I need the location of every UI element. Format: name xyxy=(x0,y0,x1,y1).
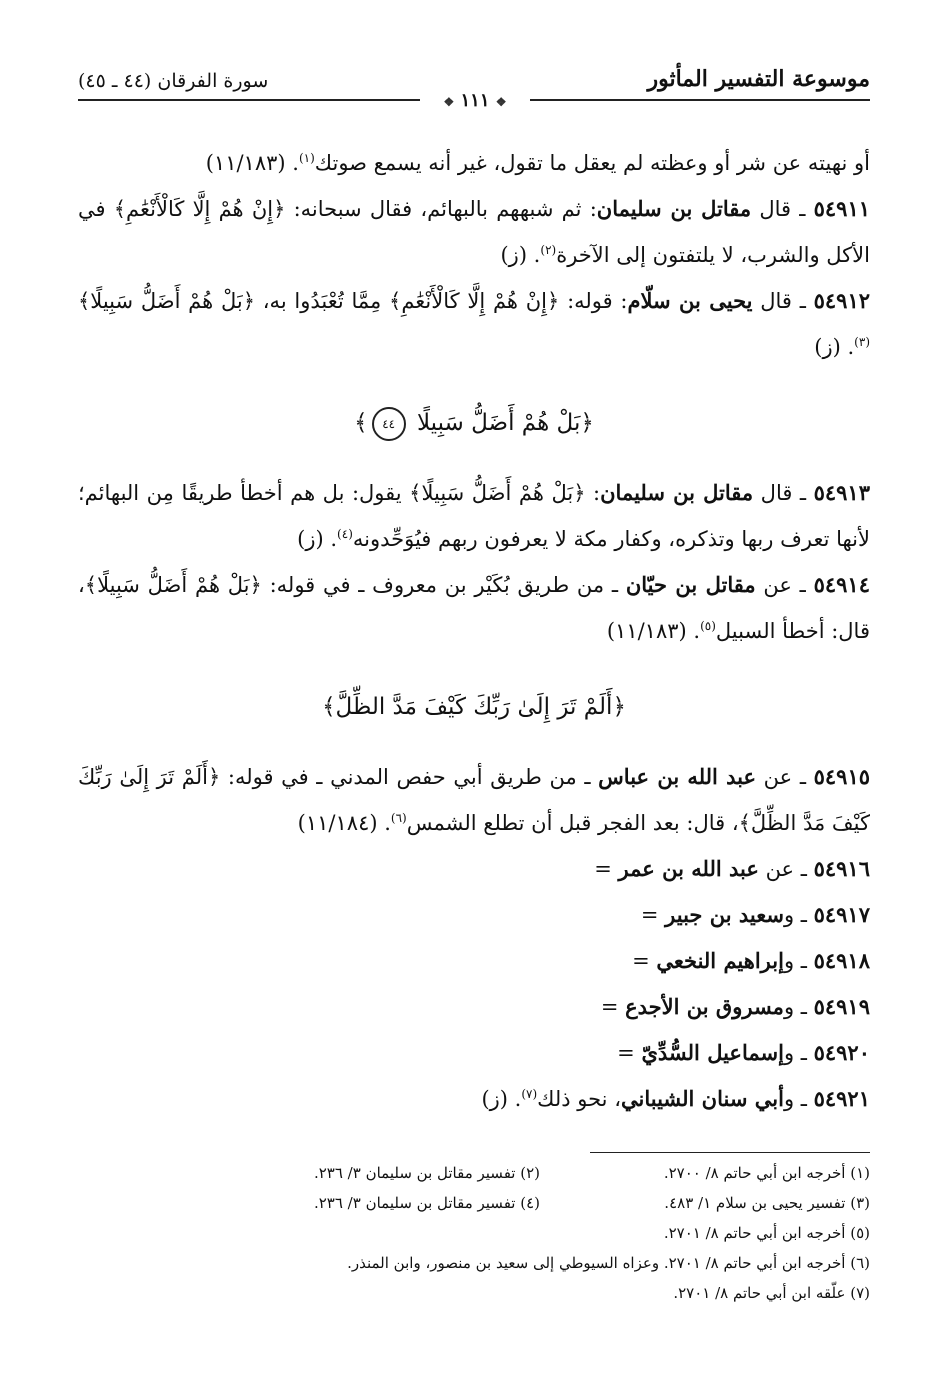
paragraph-54914: ٥٤٩١٤ ـ عن مقاتل بن حيّان ـ من طريق بُكَيْر بن معروف ـ في قوله: ﴿بَلْ هُمْ أَضَلُّ سَبِيلًا﴾، قال: أخطأ السبيل$^{(٥)}$. (١١/١٨٣) xyxy=(78,572,870,643)
entry-number: ٥٤٩١٣ xyxy=(813,480,870,505)
list-item: ٥٤٩١٧ ـ وسعيد بن جبير = xyxy=(640,902,870,927)
paragraph: أو نهيته عن شر أو وعظته لم يعقل ما تقول، غير أنه يسمع صوتك$^{(١)}$. (١١/١٨٣) xyxy=(205,151,870,175)
surah-label: سورة الفرقان (٤٤ ـ ٤٥) xyxy=(78,70,269,92)
page-number-text: ١١١ xyxy=(460,90,490,111)
footnote: (١) أخرجه ابن أبي حاتم ٨/ ٢٧٠٠. xyxy=(663,1164,870,1182)
list-item: ٥٤٩١٨ ـ وإبراهيم النخعي = xyxy=(632,948,870,973)
list-item: ٥٤٩١٦ ـ عن عبد الله بن عمر = xyxy=(594,856,870,881)
footnote: (٣) تفسير يحيى بن سلام ١/ ٤٨٣. xyxy=(664,1194,870,1212)
paragraph-54912: ٥٤٩١٢ ـ قال يحيى بن سلّام: قوله: ﴿إِنْ هُمْ إِلَّا كَالْأَنْعَٰمِ﴾ مِمَّا تُعْبَدُوا به، ﴿بَلْ هُمْ أَضَلُّ سَبِيلًا﴾$^{(٣)}$. (ز) xyxy=(78,288,871,359)
footnote-row xyxy=(78,1158,870,1188)
main-text xyxy=(78,140,870,1122)
book-title: موسوعة التفسير المأثور xyxy=(647,66,870,92)
narrator-name: عبد الله بن عباس xyxy=(598,764,757,789)
footnotes xyxy=(78,1158,870,1308)
list-item: ٥٤٩٢٠ ـ وإسماعيل السُّدِّيّ = xyxy=(617,1040,870,1065)
footnote: (٤) تفسير مقاتل بن سليمان ٣/ ٢٣٦. xyxy=(313,1194,540,1212)
paragraph-54911: ٥٤٩١١ ـ قال مقاتل بن سليمان: ثم شبههم بالبهائم، فقال سبحانه: ﴿إِنْ هُمْ إِلَّا كَالْأَنْعَٰمِ﴾ في الأكل والشرب، لا يلتفتون إلى الآخرة$^{(٢)}$. (ز) xyxy=(78,196,871,267)
entry-number: ٥٤٩١٢ xyxy=(813,288,871,313)
footnote: (٧) علّقه ابن أبي حاتم ٨/ ٢٧٠١. xyxy=(673,1284,870,1302)
entry-number: ٥٤٩١٤ xyxy=(813,572,870,597)
narrator-name: مقاتل بن حيّان xyxy=(625,572,756,597)
verse-heading-44: ﴿بَلْ هُمْ أَضَلُّ سَبِيلًا ٤٤﴾ xyxy=(78,400,870,446)
ornament-icon: ❖ xyxy=(443,95,455,109)
verse-heading-45: ﴿أَلَمْ تَرَ إِلَىٰ رَبِّكَ كَيْفَ مَدَّ الظِّلَّ﴾ xyxy=(322,694,626,720)
footnote-row xyxy=(78,1188,870,1218)
page-number xyxy=(420,90,530,112)
narrator-name: يحيى بن سلّام xyxy=(627,288,753,313)
paragraph-54913: ٥٤٩١٣ ـ قال مقاتل بن سليمان: ﴿بَلْ هُمْ أَضَلُّ سَبِيلًا﴾ يقول: بل هم أخطأ طريقًا مِن البهائم؛ لأنها تعرف ربها وتذكره، وكفار مكة لا يعرفون ربهم فيُوَحِّدونه$^{(٤)}$. (ز) xyxy=(78,480,870,551)
footnote-divider xyxy=(590,1152,870,1153)
page-header xyxy=(78,60,870,92)
footnote: (٥) أخرجه ابن أبي حاتم ٨/ ٢٧٠١. xyxy=(663,1224,870,1242)
entry-number: ٥٤٩١١ xyxy=(813,196,871,221)
footnote: (٦) أخرجه ابن أبي حاتم ٨/ ٢٧٠١. وعزاه السيوطي إلى سعيد بن منصور، وابن المنذر. xyxy=(347,1254,870,1272)
ayah-number-icon: ٤٤ xyxy=(372,407,406,441)
list-item: ٥٤٩١٩ ـ ومسروق بن الأجدع = xyxy=(600,994,870,1019)
footnote: (٢) تفسير مقاتل بن سليمان ٣/ ٢٣٦. xyxy=(313,1164,540,1182)
narrator-name: مقاتل بن سليمان xyxy=(600,480,754,505)
paragraph-54915: ٥٤٩١٥ ـ عن عبد الله بن عباس ـ من طريق أبي حفص المدني ـ في قوله: ﴿أَلَمْ تَرَ إِلَىٰ رَبِّكَ كَيْفَ مَدَّ الظِّلَّ﴾، قال: بعد الفجر قبل أن تطلع الشمس$^{(٦)}$. (١١/١٨٤) xyxy=(78,764,871,835)
narrator-name: مقاتل بن سليمان xyxy=(596,196,752,221)
list-item: ٥٤٩٢١ ـ وأبي سنان الشيباني، نحو ذلك$^{(٧)}$. (ز) xyxy=(481,1086,870,1111)
entry-number: ٥٤٩١٥ xyxy=(813,764,871,789)
ornament-icon: ❖ xyxy=(495,95,507,109)
